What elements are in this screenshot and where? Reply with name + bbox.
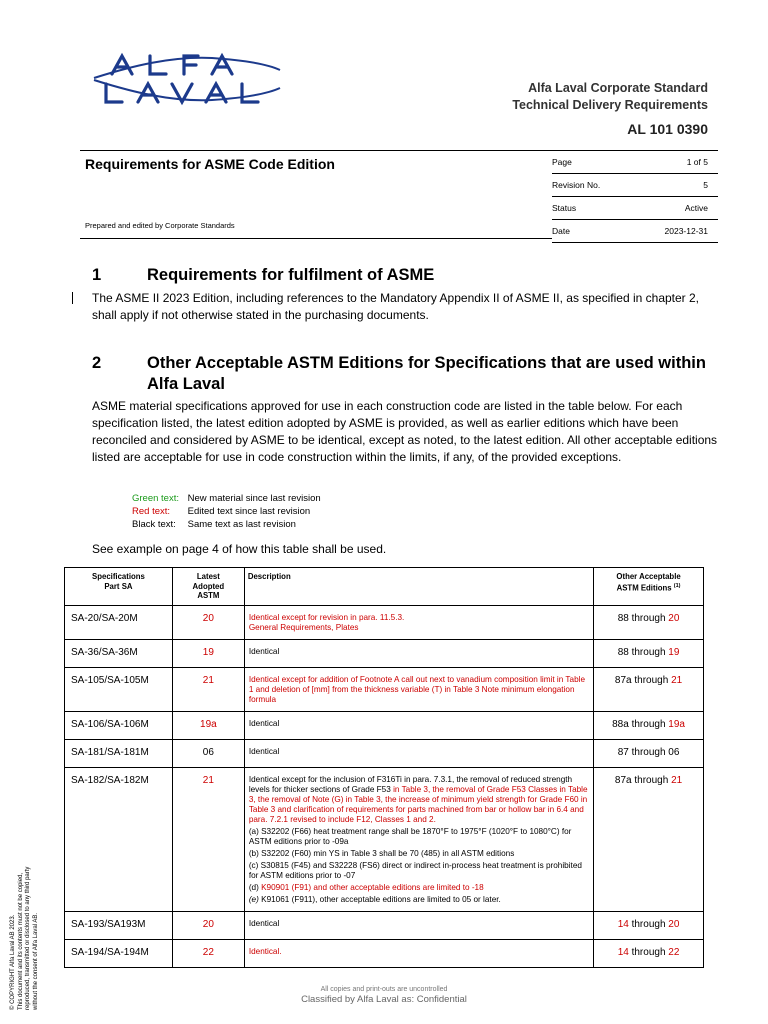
document-meta-block bbox=[80, 150, 718, 236]
alfa-laval-logo bbox=[92, 48, 282, 110]
col-other-header: Other Acceptable ASTM Editions $^{(1)}$ bbox=[594, 568, 704, 606]
col-spec-header: Specifications Part SA bbox=[65, 568, 173, 606]
table-row: SA-181/SA-181M 06 Identical 87 through 06 bbox=[65, 739, 704, 767]
astm-editions-table bbox=[64, 567, 704, 968]
table-row: SA-105/SA-105M 21 Identical except for addition of Footnote A call out next to vanadium composition limit in Table 1 and deletion of [mm] from the thickness variable (T) in Table 3 Note minimum elongation formula 87a through 21 bbox=[65, 667, 704, 711]
table-row: SA-193/SA193M 20 Identical 14 through 20 bbox=[65, 911, 704, 939]
section-1-body: The ASME II 2023 Edition, including references to the Mandatory Appendix II of ASME II, as specified in chapter 2, shall apply if not otherwise stated in the purchasing documents. bbox=[92, 291, 700, 322]
meta-row-status: Status Active bbox=[552, 197, 718, 220]
color-legend bbox=[132, 492, 321, 531]
table-row: SA-194/SA-194M 22 Identical. 14 through 22 bbox=[65, 939, 704, 967]
table-row: SA-182/SA-182M 21 Identical except for the inclusion of F316Ti in para. 7.3.1, the removal of reduced strength levels for thicker sections of Grade F53 in Table 3, the removal of Grade F53 Classes in Table 3, the removal of Note (G) in Table 3, the increase of minimum yield strength for Grade F60 in Table 3 and clarification of requirements for parts machined from bar or hollow bar in 6.4 and para. 7.2.1 revised to include F12, Classes 1 and 2. (a) S32202 (F66) heat treatment range shall be 1870°F to 1975°F (1020°F to 1080°C) for ASTM editions prior to -09a (b) S32202 (F60) min YS in Table 3 shall be 70 (485) in all ASTM editions (c) S30815 (F45) and S32228 (FS6) direct or indirect in-process heat treatment is prohibited for ASTM editions prior to -07 (d) K90901 (F91) and other acceptable editions are limited to -18 (e) K91061 (F911), other acceptable editions are limited to 05 or later. 87a through 21 bbox=[65, 767, 704, 911]
footer-uncontrolled-note: All copies and print-outs are uncontrolled bbox=[320, 986, 448, 993]
legend-green: Green text: New material since last revision bbox=[132, 493, 321, 504]
doc-type: Technical Delivery Requirements bbox=[512, 98, 708, 112]
doc-number: AL 101 0390 bbox=[627, 121, 708, 137]
col-desc-header: Description bbox=[244, 568, 593, 606]
document-title: Requirements for ASME Code Edition bbox=[85, 156, 335, 172]
meta-row-revision: Revision No. 5 bbox=[552, 174, 718, 197]
legend-red: Red text: Edited text since last revision bbox=[132, 506, 311, 517]
copyright-side-note: © COPYRIGHT Alfa Laval AB 2023. This document and its contents must not be copied, reproduced, transmitted or disclosed to any third party without the consent of Alfa Laval AB. bbox=[10, 866, 39, 1010]
table-row: SA-20/SA-20M 20 Identical except for revision in para. 11.5.3. General Requirements, Plates 88 through 20 bbox=[65, 605, 704, 639]
meta-row-page: Page 1 of 5 bbox=[552, 151, 718, 174]
change-bar bbox=[72, 292, 73, 304]
section-number: 1 bbox=[92, 266, 102, 284]
prepared-by: Prepared and edited by Corporate Standards bbox=[85, 221, 235, 230]
legend-black: Black text: Same text as last revision bbox=[132, 519, 296, 530]
divider bbox=[80, 238, 552, 239]
col-adopted-header: Latest Adopted ASTM bbox=[172, 568, 244, 606]
document-header bbox=[512, 80, 708, 137]
org-line: Alfa Laval Corporate Standard bbox=[528, 81, 708, 95]
section-2-body: ASME material specifications approved for use in each construction code are listed in the table below. For each specification listed, the latest edition adopted by ASME is provided, as well as earlier editions which have been reconciled and considered by ASME to be identical, except as noted, to the latest edition. All other acceptable editions listed are acceptable for use in code construction within the limits, if any, of the provided exceptions. bbox=[92, 399, 718, 464]
table-row: SA-106/SA-106M 19a Identical 88a through 19a bbox=[65, 711, 704, 739]
table-row: SA-36/SA-36M 19 Identical 88 through 19 bbox=[65, 639, 704, 667]
meta-rows bbox=[552, 151, 718, 243]
table-header-row bbox=[65, 568, 704, 606]
example-note: See example on page 4 of how this table shall be used. bbox=[92, 542, 387, 556]
footer-classification: Classified by Alfa Laval as: Confidential bbox=[301, 994, 467, 1005]
section-number: 2 bbox=[92, 354, 102, 372]
meta-row-date: Date 2023-12-31 bbox=[552, 220, 718, 243]
section-title: Other Acceptable ASTM Editions for Specifications that are used within Alfa Laval bbox=[147, 354, 706, 393]
section-title: Requirements for fulfilment of ASME bbox=[147, 266, 435, 284]
